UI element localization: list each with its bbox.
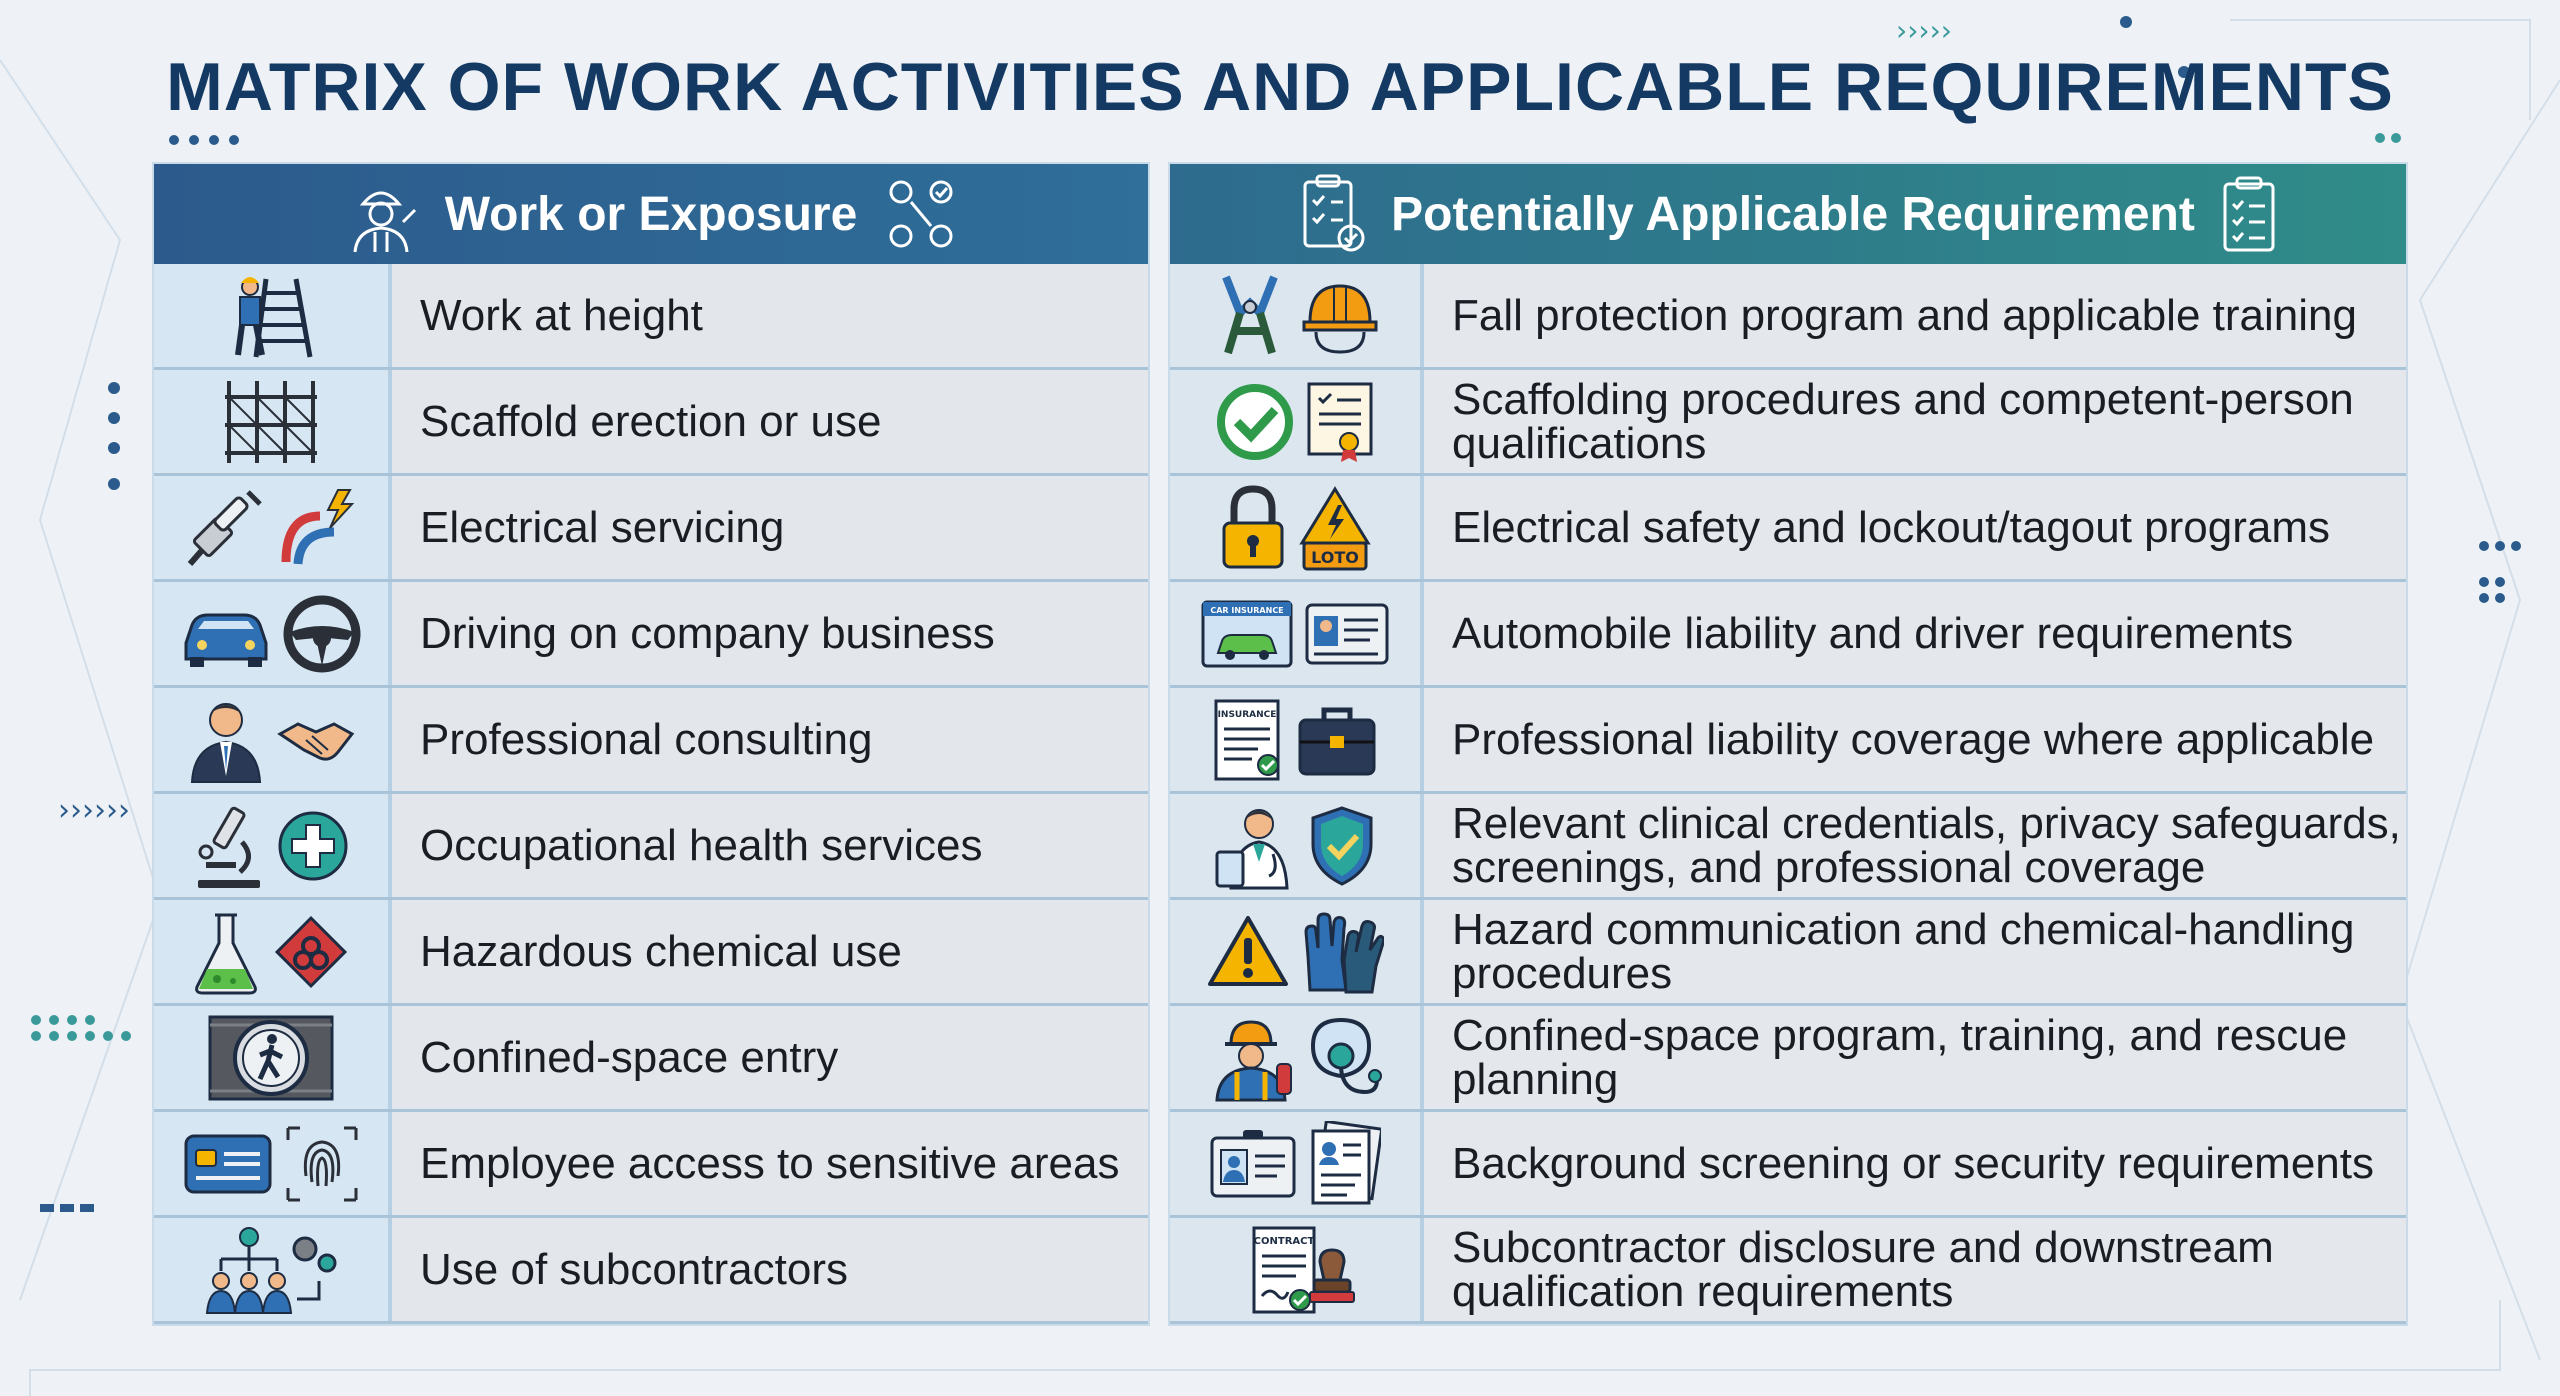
requirement-label: Automobile liability and driver requirements <box>1424 582 2406 685</box>
harness-icon <box>1210 273 1290 359</box>
table-row <box>1170 1006 2406 1112</box>
work-label: Professional consulting <box>392 688 1148 791</box>
rescue-worker-icon <box>1207 1014 1295 1102</box>
requirement-header <box>1170 164 2406 264</box>
table-row <box>154 582 1148 688</box>
biohazard-icon <box>271 912 351 992</box>
microscope-icon <box>192 802 266 890</box>
work-label: Scaffold erection or use <box>392 370 1148 473</box>
table-row <box>154 1006 1148 1112</box>
page-title: MATRIX OF WORK ACTIVITIES AND APPLICABLE REQUIREMENTS <box>166 49 2394 125</box>
car-insurance-label: CAR INSURANCE <box>1210 605 1284 615</box>
confined-space-icon <box>206 1013 336 1103</box>
team-network-icon <box>201 1225 341 1315</box>
table-row <box>154 688 1148 794</box>
table-row <box>154 476 1148 582</box>
check-circle-icon <box>1215 382 1295 462</box>
work-label: Work at height <box>392 264 1148 367</box>
table-row <box>154 794 1148 900</box>
padlock-icon <box>1218 485 1288 571</box>
table-row <box>154 264 1148 370</box>
clipboard-icon <box>2219 174 2279 254</box>
work-label: Hazardous chemical use <box>392 900 1148 1003</box>
table-row <box>154 1218 1148 1324</box>
work-label: Use of subcontractors <box>392 1218 1148 1321</box>
worker-icon <box>341 174 421 254</box>
requirement-label: Background screening or security requirements <box>1424 1112 2406 1215</box>
table-row <box>1170 688 2406 794</box>
steering-wheel-icon <box>282 594 362 674</box>
table-row <box>1170 900 2406 1006</box>
background-check-icon <box>1307 1121 1381 1207</box>
fingerprint-icon <box>284 1124 360 1204</box>
requirement-label: Scaffolding procedures and competent-person qualifications <box>1424 370 2406 473</box>
driver-id-icon <box>1304 602 1390 666</box>
insurance-label: INSURANCE <box>1217 709 1277 720</box>
requirements-table <box>1170 164 2406 1324</box>
spark-plug-icon <box>182 486 266 570</box>
id-badge-icon <box>1209 1128 1297 1200</box>
respirator-icon <box>1305 1016 1383 1100</box>
requirement-label: Subcontractor disclosure and downstream qualification requirements <box>1424 1218 2406 1321</box>
contract-stamp-icon <box>1230 1224 1360 1316</box>
contract-label: CONTRACT <box>1253 1235 1315 1247</box>
requirement-label: Hazard communication and chemical-handling procedures <box>1424 900 2406 1003</box>
work-label: Driving on company business <box>392 582 1148 685</box>
medical-cross-icon <box>276 809 350 883</box>
businessman-icon <box>186 696 266 784</box>
ladder-worker-icon <box>226 271 316 361</box>
work-exposure-table <box>154 164 1148 1324</box>
car-icon <box>180 599 272 669</box>
gloves-icon <box>1300 910 1384 994</box>
requirement-label: Confined-space program, training, and rescue planning <box>1424 1006 2406 1109</box>
requirement-header-label: Potentially Applicable Requirement <box>1391 187 2195 241</box>
work-label: Confined-space entry <box>392 1006 1148 1109</box>
insurance-document-icon <box>1212 697 1286 783</box>
handshake-icon <box>276 710 356 770</box>
shield-check-icon <box>1307 804 1377 888</box>
loto-label: LOTO <box>1311 547 1359 567</box>
table-row <box>1170 582 2406 688</box>
table-row <box>1170 1112 2406 1218</box>
car-insurance-card-icon <box>1200 599 1294 669</box>
requirement-label: Relevant clinical credentials, privacy safeguards, screenings, and professional coverage <box>1424 794 2406 897</box>
work-label: Occupational health services <box>392 794 1148 897</box>
table-row <box>1170 1218 2406 1324</box>
requirement-label: Professional liability coverage where applicable <box>1424 688 2406 791</box>
table-row <box>1170 476 2406 582</box>
access-card-icon <box>182 1132 274 1196</box>
svg-text:›››››: ››››› <box>1896 14 1952 47</box>
svg-text:››››››: ›››››› <box>58 793 130 828</box>
checklist-icon <box>1297 174 1367 254</box>
work-label: Employee access to sensitive areas <box>392 1112 1148 1215</box>
table-row <box>1170 794 2406 900</box>
table-row <box>1170 370 2406 476</box>
cable-icon <box>276 486 360 570</box>
work-label: Electrical servicing <box>392 476 1148 579</box>
doctor-icon <box>1213 802 1297 890</box>
certificate-icon <box>1305 380 1375 464</box>
table-row <box>154 370 1148 476</box>
work-exposure-header <box>154 164 1148 264</box>
table-row <box>1170 264 2406 370</box>
hard-hat-icon <box>1300 276 1380 356</box>
briefcase-icon <box>1296 702 1378 778</box>
table-row <box>154 900 1148 1006</box>
requirement-label: Electrical safety and lockout/tagout programs <box>1424 476 2406 579</box>
work-exposure-header-label: Work or Exposure <box>444 187 858 241</box>
team-process-icon <box>881 174 961 254</box>
warning-triangle-icon <box>1206 914 1290 990</box>
table-row <box>154 1112 1148 1218</box>
requirement-label: Fall protection program and applicable training <box>1424 264 2406 367</box>
flask-icon <box>191 909 261 995</box>
scaffold-icon <box>221 377 321 467</box>
loto-warning-icon <box>1298 485 1372 571</box>
